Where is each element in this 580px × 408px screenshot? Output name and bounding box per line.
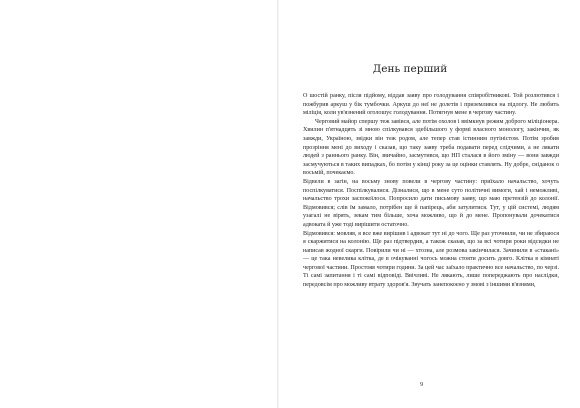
paragraph: Відвели в загін, на восьму знову повели в чергову частину: приїхало начальство, хочуть поспілкуватися. Поспілкувалися. Дізналися, що в мене суто політичні вимоги, хай і неможливі, начальство трохи заспокоїлося. Попросило дати письмову заяву, що маю претензій до колонії. Відмовився; слів їм замало, потрібен ще й папірець, аби затулитися. Тут, у цій системі, людям узагалі не вірять, зекам тим більше, хоча можливо, що й до мене. Пропонували дочекатися адвоката й уже тоді вирішити остаточно. (303, 178, 559, 228)
paragraph: О шостій ранку, після підйому, віддав заяву про голодування співробітникові. Той розлютився і пожбурив аркуш у бік тумбочки. Аркуш до неї не долетів і приземлився на підлогу. Не любить міліція, коли ув'язнений оголошує голодування. Потягнув мене в чергову частину. (303, 93, 559, 117)
page-gutter (277, 0, 279, 408)
chapter-title: День перший (372, 63, 448, 75)
body-text (303, 92, 559, 290)
paragraph: Черговий майор спершу теж завівся, але потім охолов і ввімкнув режим доброго міліціонера. Хвилин п'ятнадцять зі мною спілкувався здебільшого у формі власного монологу, закінчив, як завжди, Україною, звідки він теж родом, але тепер став істинним путіністом. Потім зробив прозріння мені до виходу і сказав, що таку заяву треба подавати перед слідчими, а не лякати людей з раннього ранку. Він, звичайно, засмутився, що НП сталася в його зміну — вони завжди засмучуються в таких випадках, бо потім у кінці року за це оцінки ставлять. Ну добре, сніданок о восьмій, почекаємо. (303, 118, 559, 177)
page-number: 9 (420, 381, 424, 388)
paragraph: Відмовився: мовляв, я все вже вирішив і адвокат тут ні до чого. Ще раз уточнили, чи не збираюся я скаржитися на колонію. Ще раз підтвердив, а також сказав, що за всі чотири роки відсидки не написав жодної скарги. Повірили чи ні — хтозна, але розмова закінчилася. Зачинили в «стакані» — це така невелика клітка, де в очікуванні чогось можна стояти досить довго. Клітка в кімнаті чергової частини. Простояв чотири години. За цей час заїхало практично все начальство, по черзі. Ті самі запитання і ті самі відповіді. Ввічливі. Не лякають, лише попереджають про наслідки, передовсім про можливу втрату здоров'я. Звучать занепокоєно у змові з іншими в'язнями, (303, 230, 559, 289)
